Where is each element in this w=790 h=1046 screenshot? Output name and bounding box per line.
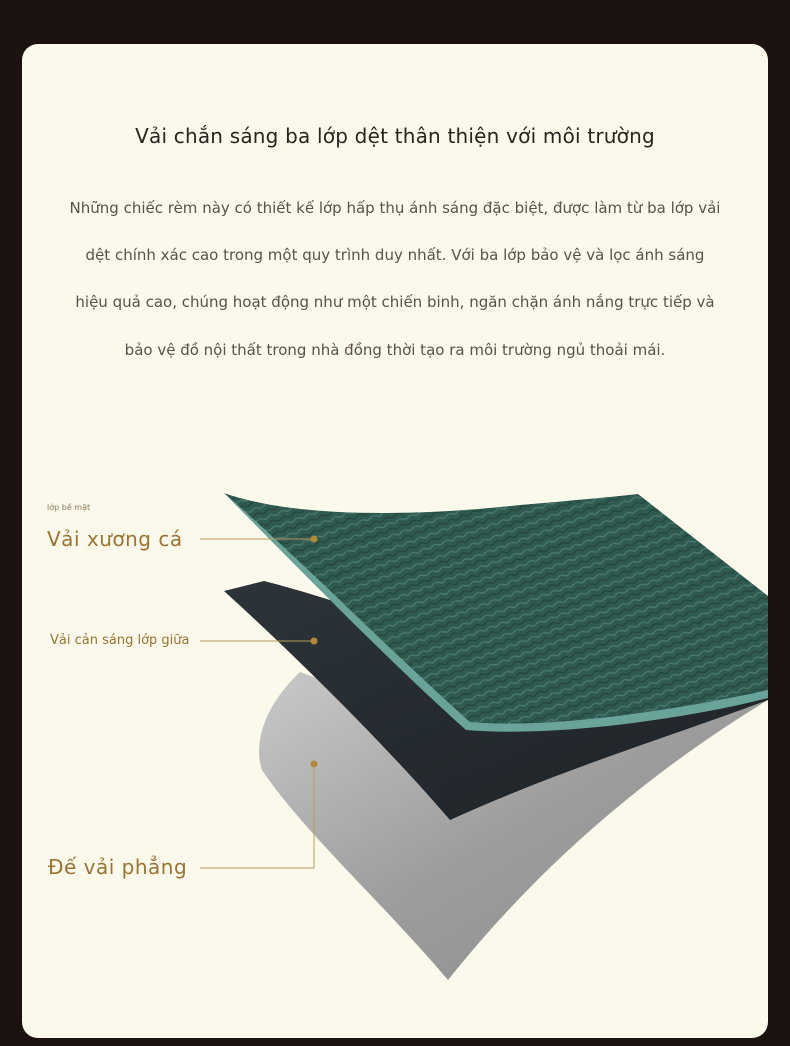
top-layer-label: Vải xương cá — [47, 527, 183, 551]
bottom-layer-label: Đế vải phẳng — [48, 855, 188, 879]
description-line-1: Những chiếc rèm này có thiết kế lớp hấp thụ ánh sáng đặc biệt, được làm từ ba lớp vải — [69, 199, 721, 217]
description-line-3: hiệu quả cao, chúng hoạt động như một chiến binh, ngăn chặn ánh nắng trực tiếp và — [75, 293, 715, 311]
middle-layer-label: Vải cản sáng lớp giữa — [50, 633, 190, 648]
page-title: Vải chắn sáng ba lớp dệt thân thiện với môi trường — [135, 124, 655, 148]
surface-layer-caption: lớp bề mặt — [47, 503, 91, 512]
description-line-4: bảo vệ đồ nội thất trong nhà đồng thời tạo ra môi trường ngủ thoải mái. — [124, 341, 666, 359]
description-line-2: dệt chính xác cao trong một quy trình duy nhất. Với ba lớp bảo vệ và lọc ánh sáng — [85, 246, 705, 264]
